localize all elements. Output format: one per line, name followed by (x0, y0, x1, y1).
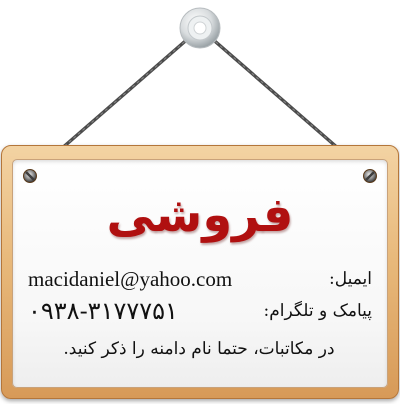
phone-label: پیامک و تلگرام: (263, 301, 372, 321)
phone-value: ۰۹۳۸-۳۱۷۷۷۵۱ (28, 297, 178, 325)
email-value: macidaniel@yahoo.com (28, 267, 233, 291)
email-label: ایمیل: (328, 269, 372, 289)
sign-heading: فروشی (106, 187, 294, 243)
domain-note: در مکاتبات، حتما نام دامنه را ذکر کنید. (63, 339, 335, 359)
